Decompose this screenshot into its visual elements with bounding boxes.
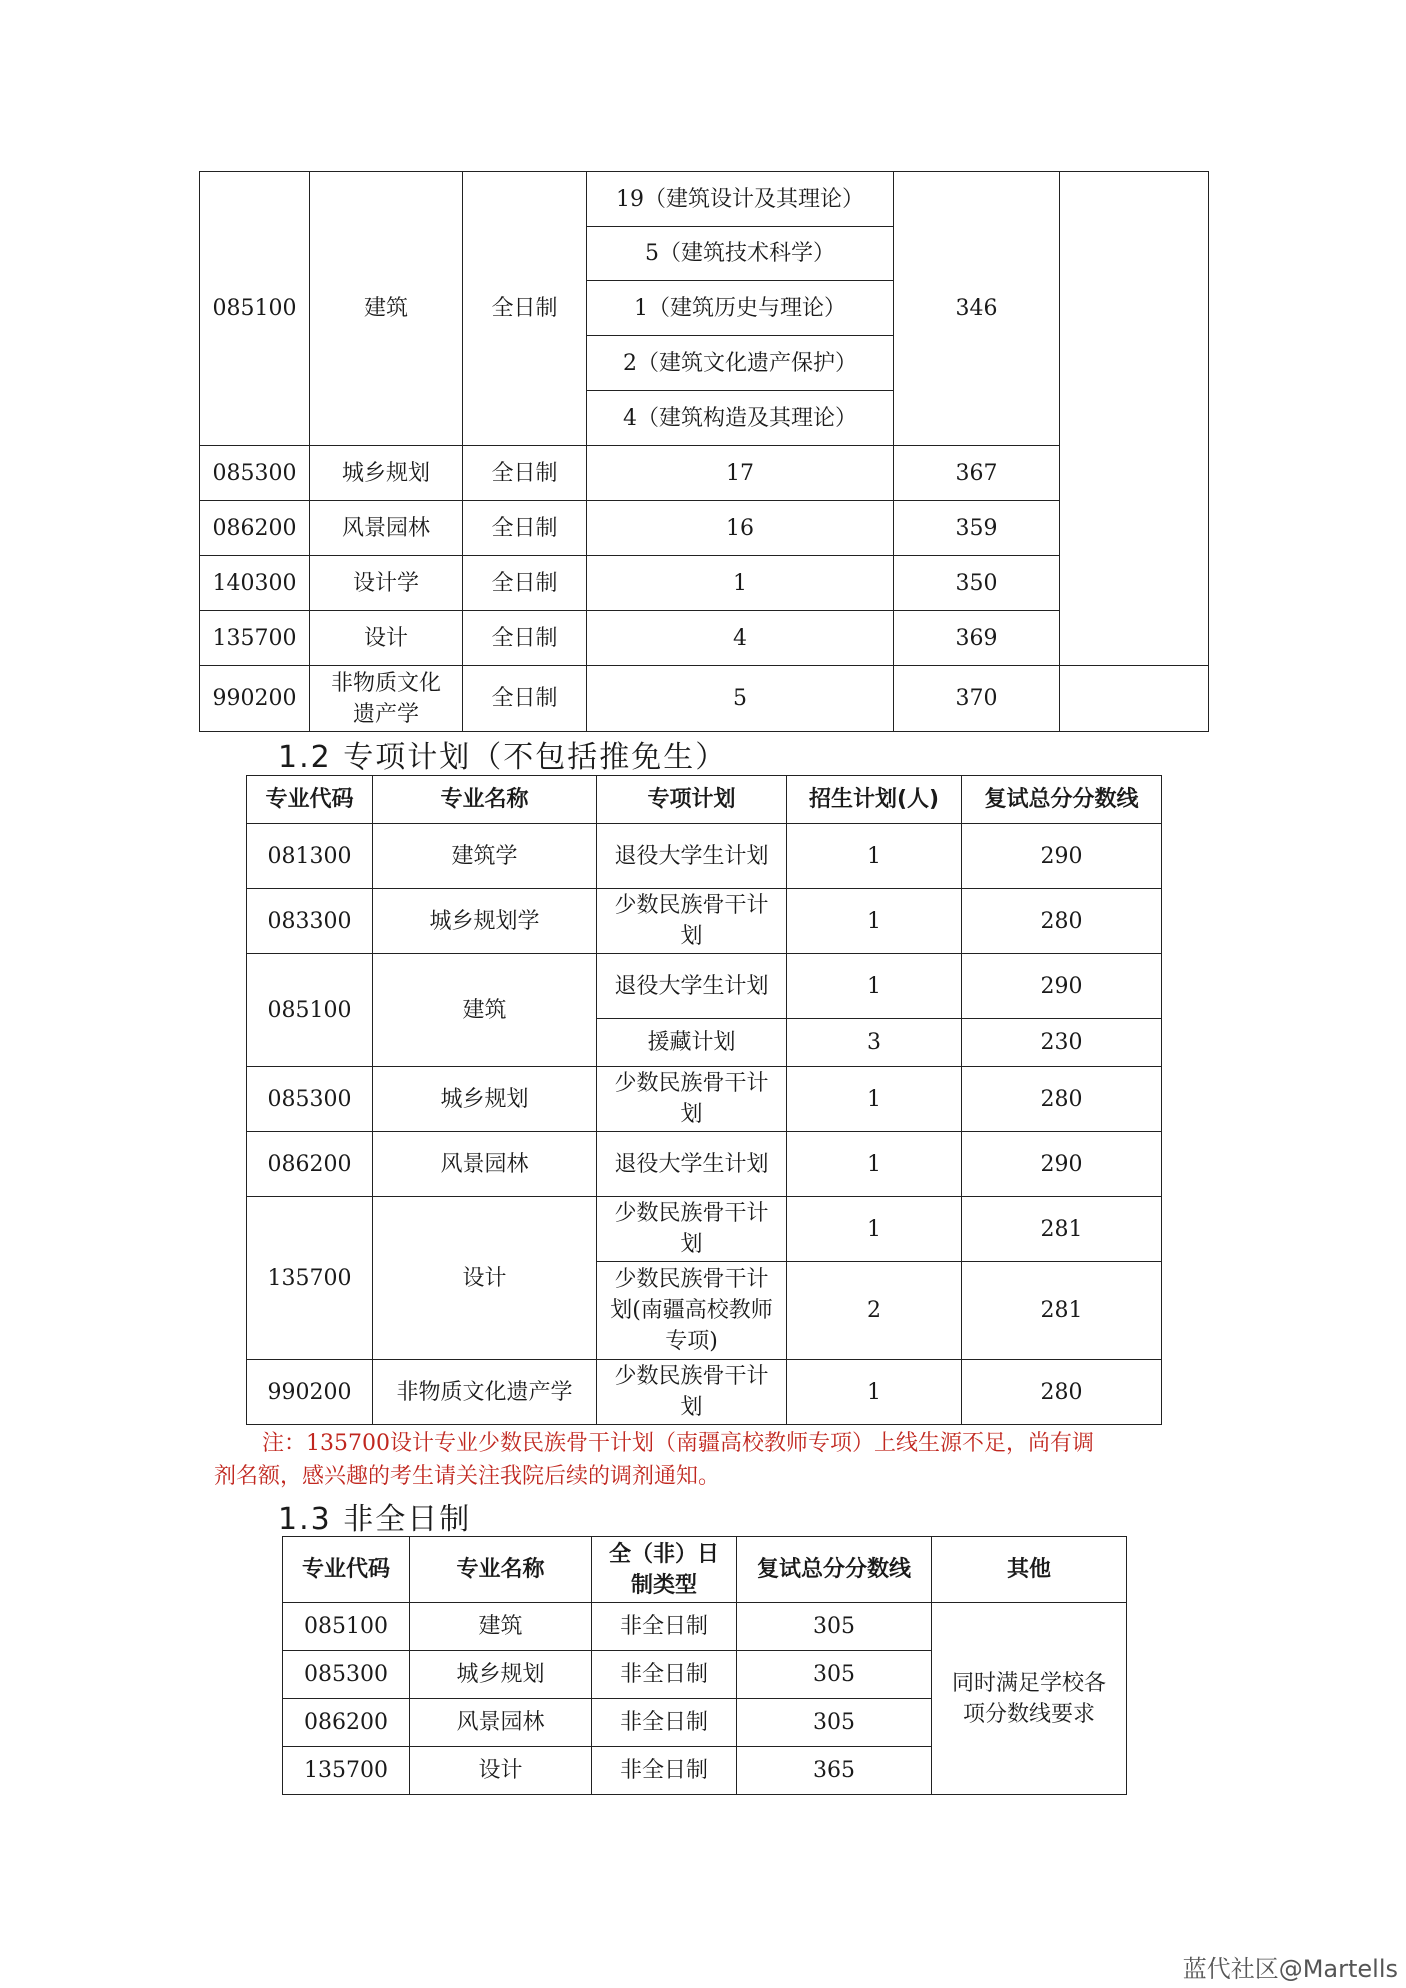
retest-score: 290 (962, 824, 1162, 889)
major-code: 085100 (200, 172, 310, 446)
major-code: 135700 (200, 611, 310, 666)
plan-type: 退役大学生计划 (597, 824, 787, 889)
enrollment-count: 1 (787, 824, 962, 889)
enrollment-count: 3 (787, 1019, 962, 1067)
table-row (247, 1132, 1162, 1197)
major-name: 建筑学 (373, 824, 597, 889)
major-code: 085300 (283, 1651, 410, 1699)
major-name: 城乡规划 (310, 446, 463, 501)
enrollment-count: 1 (787, 1197, 962, 1262)
retest-score: 350 (894, 556, 1060, 611)
note-line-1: 注：135700设计专业少数民族骨干计划（南疆高校教师专项）上线生源不足，尚有调 (262, 1431, 1094, 1456)
major-code: 086200 (283, 1699, 410, 1747)
major-name: 城乡规划 (410, 1651, 592, 1699)
major-name: 设计 (373, 1197, 597, 1360)
study-type: 非全日制 (592, 1699, 737, 1747)
table-special-plan (246, 775, 1162, 1425)
major-code: 140300 (200, 556, 310, 611)
major-name: 风景园林 (410, 1699, 592, 1747)
retest-score: 370 (894, 666, 1060, 732)
retest-score: 369 (894, 611, 1060, 666)
other-cell (1060, 172, 1209, 666)
major-code: 085100 (247, 954, 373, 1067)
plan-count: 5 (587, 666, 894, 732)
major-name: 设计 (310, 611, 463, 666)
section-heading-special-plan: 1.2 专项计划（不包括推免生） (278, 740, 728, 775)
major-code: 081300 (247, 824, 373, 889)
table-row (247, 889, 1162, 954)
major-code: 135700 (247, 1197, 373, 1360)
major-code: 086200 (247, 1132, 373, 1197)
major-name: 非物质文化遗产学 (310, 666, 463, 732)
table-row (200, 611, 1209, 666)
major-code: 085100 (283, 1603, 410, 1651)
plan-count: 2（建筑文化遗产保护） (587, 336, 894, 391)
study-type: 全日制 (463, 666, 587, 732)
table-row (200, 666, 1209, 732)
study-type: 全日制 (463, 611, 587, 666)
major-name: 设计 (410, 1747, 592, 1795)
retest-score: 290 (962, 1132, 1162, 1197)
study-type: 非全日制 (592, 1747, 737, 1795)
major-name: 城乡规划学 (373, 889, 597, 954)
header-major-code: 专业代码 (247, 776, 373, 824)
plan-type: 少数民族骨干计划 (597, 1067, 787, 1132)
study-type: 全日制 (463, 556, 587, 611)
major-code: 085300 (247, 1067, 373, 1132)
plan-count: 4 (587, 611, 894, 666)
table-row (247, 824, 1162, 889)
retest-score: 367 (894, 446, 1060, 501)
enrollment-count: 1 (787, 1360, 962, 1425)
retest-score: 290 (962, 954, 1162, 1019)
major-name: 设计学 (310, 556, 463, 611)
major-code: 990200 (200, 666, 310, 732)
header-retest-score: 复试总分分数线 (962, 776, 1162, 824)
table-row (200, 501, 1209, 556)
table-row (200, 446, 1209, 501)
adjustment-note (214, 1427, 1204, 1493)
retest-score: 280 (962, 889, 1162, 954)
plan-type: 退役大学生计划 (597, 954, 787, 1019)
plan-count: 1（建筑历史与理论） (587, 281, 894, 336)
section-heading-part-time: 1.3 非全日制 (278, 1502, 472, 1537)
table-fulltime-continued (199, 171, 1209, 732)
plan-count: 5（建筑技术科学） (587, 227, 894, 281)
table-row (200, 172, 1209, 227)
retest-score: 281 (962, 1197, 1162, 1262)
major-code: 083300 (247, 889, 373, 954)
plan-count: 1 (587, 556, 894, 611)
study-type: 非全日制 (592, 1603, 737, 1651)
plan-count: 19（建筑设计及其理论） (587, 172, 894, 227)
retest-score: 365 (737, 1747, 932, 1795)
enrollment-count: 1 (787, 889, 962, 954)
enrollment-count: 1 (787, 954, 962, 1019)
major-code: 086200 (200, 501, 310, 556)
table-row (247, 1197, 1162, 1262)
major-code: 990200 (247, 1360, 373, 1425)
retest-score: 305 (737, 1699, 932, 1747)
study-type: 全日制 (463, 446, 587, 501)
plan-type: 少数民族骨干计划 (597, 1360, 787, 1425)
enrollment-count: 2 (787, 1262, 962, 1360)
plan-count: 16 (587, 501, 894, 556)
plan-count: 4（建筑构造及其理论） (587, 391, 894, 446)
retest-score: 346 (894, 172, 1060, 446)
header-retest-score: 复试总分分数线 (737, 1537, 932, 1603)
plan-type: 少数民族骨干计划(南疆高校教师专项) (597, 1262, 787, 1360)
header-special-plan: 专项计划 (597, 776, 787, 824)
table-row (247, 1360, 1162, 1425)
plan-type: 少数民族骨干计划 (597, 1197, 787, 1262)
major-name: 风景园林 (373, 1132, 597, 1197)
study-type: 全日制 (463, 172, 587, 446)
retest-score: 305 (737, 1603, 932, 1651)
study-type: 非全日制 (592, 1651, 737, 1699)
header-major-name: 专业名称 (373, 776, 597, 824)
table-header-row (247, 776, 1162, 824)
header-other: 其他 (932, 1537, 1127, 1603)
retest-score: 281 (962, 1262, 1162, 1360)
watermark: 蓝代社区@Martells (1182, 1955, 1398, 1983)
table-row (247, 954, 1162, 1019)
enrollment-count: 1 (787, 1132, 962, 1197)
major-name: 建筑 (410, 1603, 592, 1651)
header-major-name: 专业名称 (410, 1537, 592, 1603)
retest-score: 230 (962, 1019, 1162, 1067)
major-name: 非物质文化遗产学 (373, 1360, 597, 1425)
note-line-2: 剂名额，感兴趣的考生请关注我院后续的调剂通知。 (214, 1464, 721, 1489)
table-header-row (283, 1537, 1127, 1603)
plan-type: 援藏计划 (597, 1019, 787, 1067)
table-row (247, 1067, 1162, 1132)
header-study-type: 全（非）日制类型 (592, 1537, 737, 1603)
retest-score: 280 (962, 1360, 1162, 1425)
table-part-time (282, 1536, 1127, 1795)
plan-count: 17 (587, 446, 894, 501)
header-major-code: 专业代码 (283, 1537, 410, 1603)
major-name: 城乡规划 (373, 1067, 597, 1132)
major-name: 建筑 (310, 172, 463, 446)
major-name: 风景园林 (310, 501, 463, 556)
study-type: 全日制 (463, 501, 587, 556)
retest-score: 359 (894, 501, 1060, 556)
plan-type: 少数民族骨干计划 (597, 889, 787, 954)
retest-score: 305 (737, 1651, 932, 1699)
enrollment-count: 1 (787, 1067, 962, 1132)
retest-score: 280 (962, 1067, 1162, 1132)
table-row (200, 556, 1209, 611)
other-requirement: 同时满足学校各项分数线要求 (932, 1603, 1127, 1795)
major-code: 135700 (283, 1747, 410, 1795)
plan-type: 退役大学生计划 (597, 1132, 787, 1197)
table-row (283, 1603, 1127, 1651)
other-cell (1060, 666, 1209, 732)
major-code: 085300 (200, 446, 310, 501)
major-name: 建筑 (373, 954, 597, 1067)
header-enrollment: 招生计划(人) (787, 776, 962, 824)
